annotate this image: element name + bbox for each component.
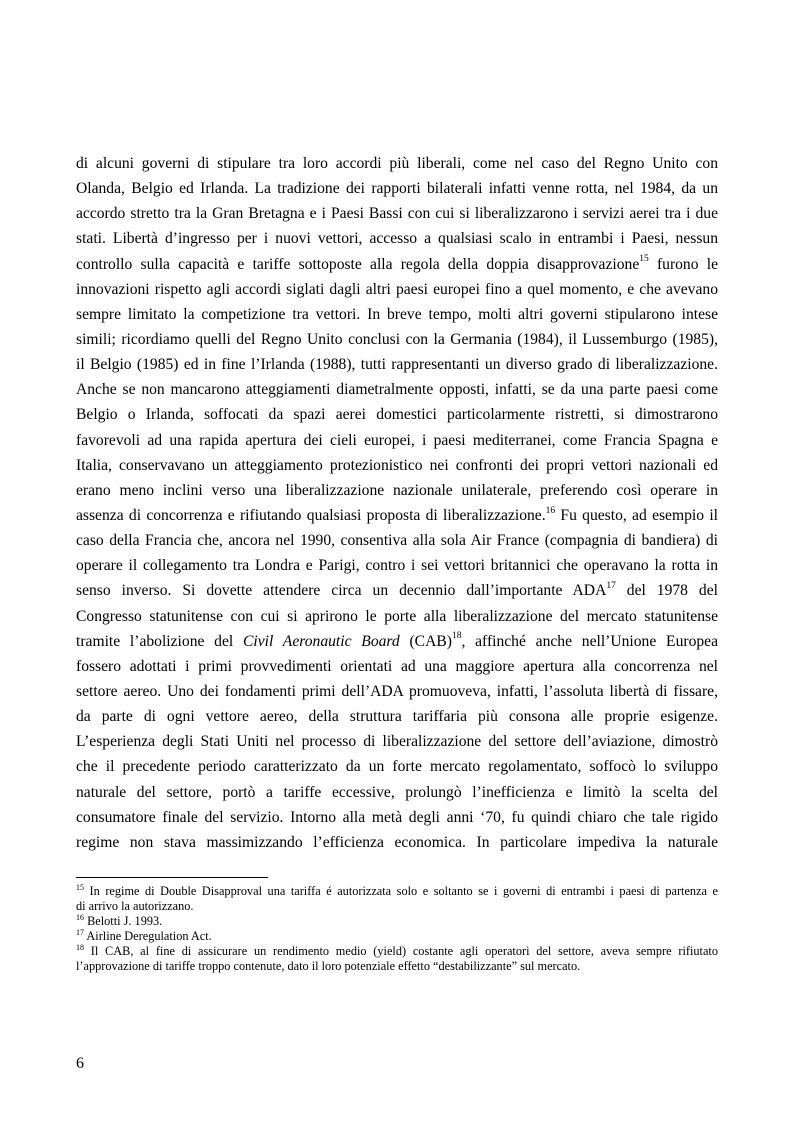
footnote-ref-17[interactable]: 17 — [606, 581, 616, 592]
footnote-ref-15[interactable]: 15 — [639, 254, 649, 265]
footnote-16 — [76, 914, 718, 929]
body-fragment: (CAB) — [399, 632, 452, 650]
body-fragment: del 1978 del — [615, 582, 718, 600]
body-line: innovazioni rispetto agli accordi siglati dagli altri paesi europei fino a quel momento, e che avevano — [76, 280, 718, 298]
body-fragment: tramite l’abolizione del — [76, 632, 243, 650]
body-line: regime non stava massimizzando l’efficienza economica. In particolare impediva la naturale — [76, 833, 718, 851]
body-line: Olanda, Belgio ed Irlanda. La tradizione dei rapporti bilaterali infatti venne rotta, nel 1984, da un — [76, 180, 718, 198]
footnote-text: Il CAB, al fine di assicurare un rendimento medio (yield) costante agli operatori del settore, aveva sempre rifiutato — [84, 944, 718, 959]
body-line: stati. Libertà d’ingresso per i nuovi vettori, accesso a qualsiasi scalo in entrambi i Paesi, nessun — [76, 230, 718, 248]
body-fragment: controllo sulla capacità e tariffe sottoposte alla regola della doppia disapprovazione — [76, 255, 640, 273]
body-line: Italia, conservavano un atteggiamento protezionistico nei confronti dei propri vettori nazionali ed — [76, 456, 718, 474]
body-line — [76, 629, 718, 654]
footnote-number: 18 — [76, 943, 84, 953]
body-line — [76, 252, 718, 277]
footnote-17 — [76, 929, 718, 944]
body-fragment: , affinché anche nell’Unione Europea — [461, 632, 719, 650]
footnote-15-cont: di arrivo la autorizzano. — [76, 899, 194, 914]
footnote-text: Belotti J. 1993. — [84, 914, 163, 929]
footnote-separator — [76, 877, 268, 878]
footnote-ref-16[interactable]: 16 — [545, 505, 556, 516]
body-line: operare il collegamento tra Londra e Parigi, contro i sei vettori britannici che operavano la rotta in — [76, 557, 718, 575]
body-line: il Belgio (1985) ed in fine l’Irlanda (1988), tutti rappresentanti un diverso grado di liberalizzazione. — [76, 356, 718, 374]
body-line: da parte di ogni vettore aereo, della struttura tariffaria più consona alle proprie esigenze. — [76, 708, 718, 726]
page-number: 6 — [76, 1055, 84, 1072]
body-line: favorevoli ad una rapida apertura dei cieli europei, i paesi mediterranei, come Francia Spagna e — [76, 431, 718, 449]
body-fragment: furono le — [648, 255, 718, 273]
body-line: erano meno inclini verso una liberalizzazione nazionale unilaterale, preferendo così operare in — [76, 481, 718, 499]
body-line: L’esperienza degli Stati Uniti nel processo di liberalizzazione del settore dell’aviazione, dimostrò — [76, 733, 718, 751]
body-text — [76, 151, 718, 855]
body-line: Anche se non mancarono atteggiamenti diametralmente opposti, infatti, se da una parte paesi come — [76, 381, 718, 399]
footnote-18 — [76, 944, 718, 959]
body-line: che il precedente periodo caratterizzato da un forte mercato regolamentato, soffocò lo sviluppo — [76, 758, 718, 776]
body-line: simili; ricordiamo quelli del Regno Unito conclusi con la Germania (1984), il Lussemburgo (1985), — [76, 330, 718, 348]
footnote-text: Airline Deregulation Act. — [84, 929, 212, 944]
body-line — [76, 503, 718, 528]
body-line: Congresso statunitense con cui si aprirono le porte alla liberalizzazione del mercato statunitense — [76, 607, 718, 625]
footnote-number: 17 — [76, 928, 84, 938]
footnote-18-cont: l’approvazione di tariffe troppo contenute, dato il loro potenziale effetto “destabilizzante” sul mercato. — [76, 959, 581, 974]
body-line: settore aereo. Uno dei fondamenti primi dell’ADA promuoveva, infatti, l’assoluta libertà di fissare, — [76, 682, 718, 700]
footnotes — [76, 884, 718, 975]
footnote-15 — [76, 884, 718, 899]
italic-term: Civil Aeronautic Board — [243, 632, 400, 650]
footnote-ref-18[interactable]: 18 — [451, 631, 462, 642]
body-fragment: Fu questo, ad esempio il — [555, 506, 718, 524]
body-line: Belgio o Irlanda, soffocati da spazi aerei domestici particolarmente ristretti, si dimostrarono — [76, 406, 718, 424]
body-line: naturale del settore, portò a tariffe eccessive, prolungò l’inefficienza e limitò la scelta del — [76, 783, 718, 801]
body-line: accordo stretto tra la Gran Bretagna e i Paesi Bassi con cui si liberalizzarono i servizi aerei tra i due — [76, 205, 718, 223]
body-line: di alcuni governi di stipulare tra loro accordi più liberali, come nel caso del Regno Unito con — [76, 155, 718, 172]
footnote-text: In regime di Double Disapproval una tariffa é autorizzata solo e soltanto se i governi di entrambi i paesi di partenza e — [84, 884, 718, 898]
body-fragment: senso inverso. Si dovette attendere circa un decennio dall’importante ADA — [76, 582, 607, 600]
body-line — [76, 578, 718, 603]
footnote-number: 15 — [76, 882, 84, 892]
body-line: caso della Francia che, ancora nel 1990, consentiva alla sola Air France (compagnia di bandiera) di — [76, 532, 718, 550]
body-line: fossero adottati i primi provvedimenti orientati ad una maggiore apertura alla concorrenza nel — [76, 657, 718, 675]
body-line: sempre limitato la competizione tra vettori. In breve tempo, molti altri governi stipularono intese — [76, 305, 718, 323]
body-line: consumatore finale del servizio. Intorno alla metà degli anni ‘70, fu quindi chiaro che tale rigido — [76, 808, 718, 826]
footnote-number: 16 — [76, 913, 84, 923]
body-fragment: assenza di concorrenza e rifiutando qualsiasi proposta di liberalizzazione. — [76, 506, 546, 524]
